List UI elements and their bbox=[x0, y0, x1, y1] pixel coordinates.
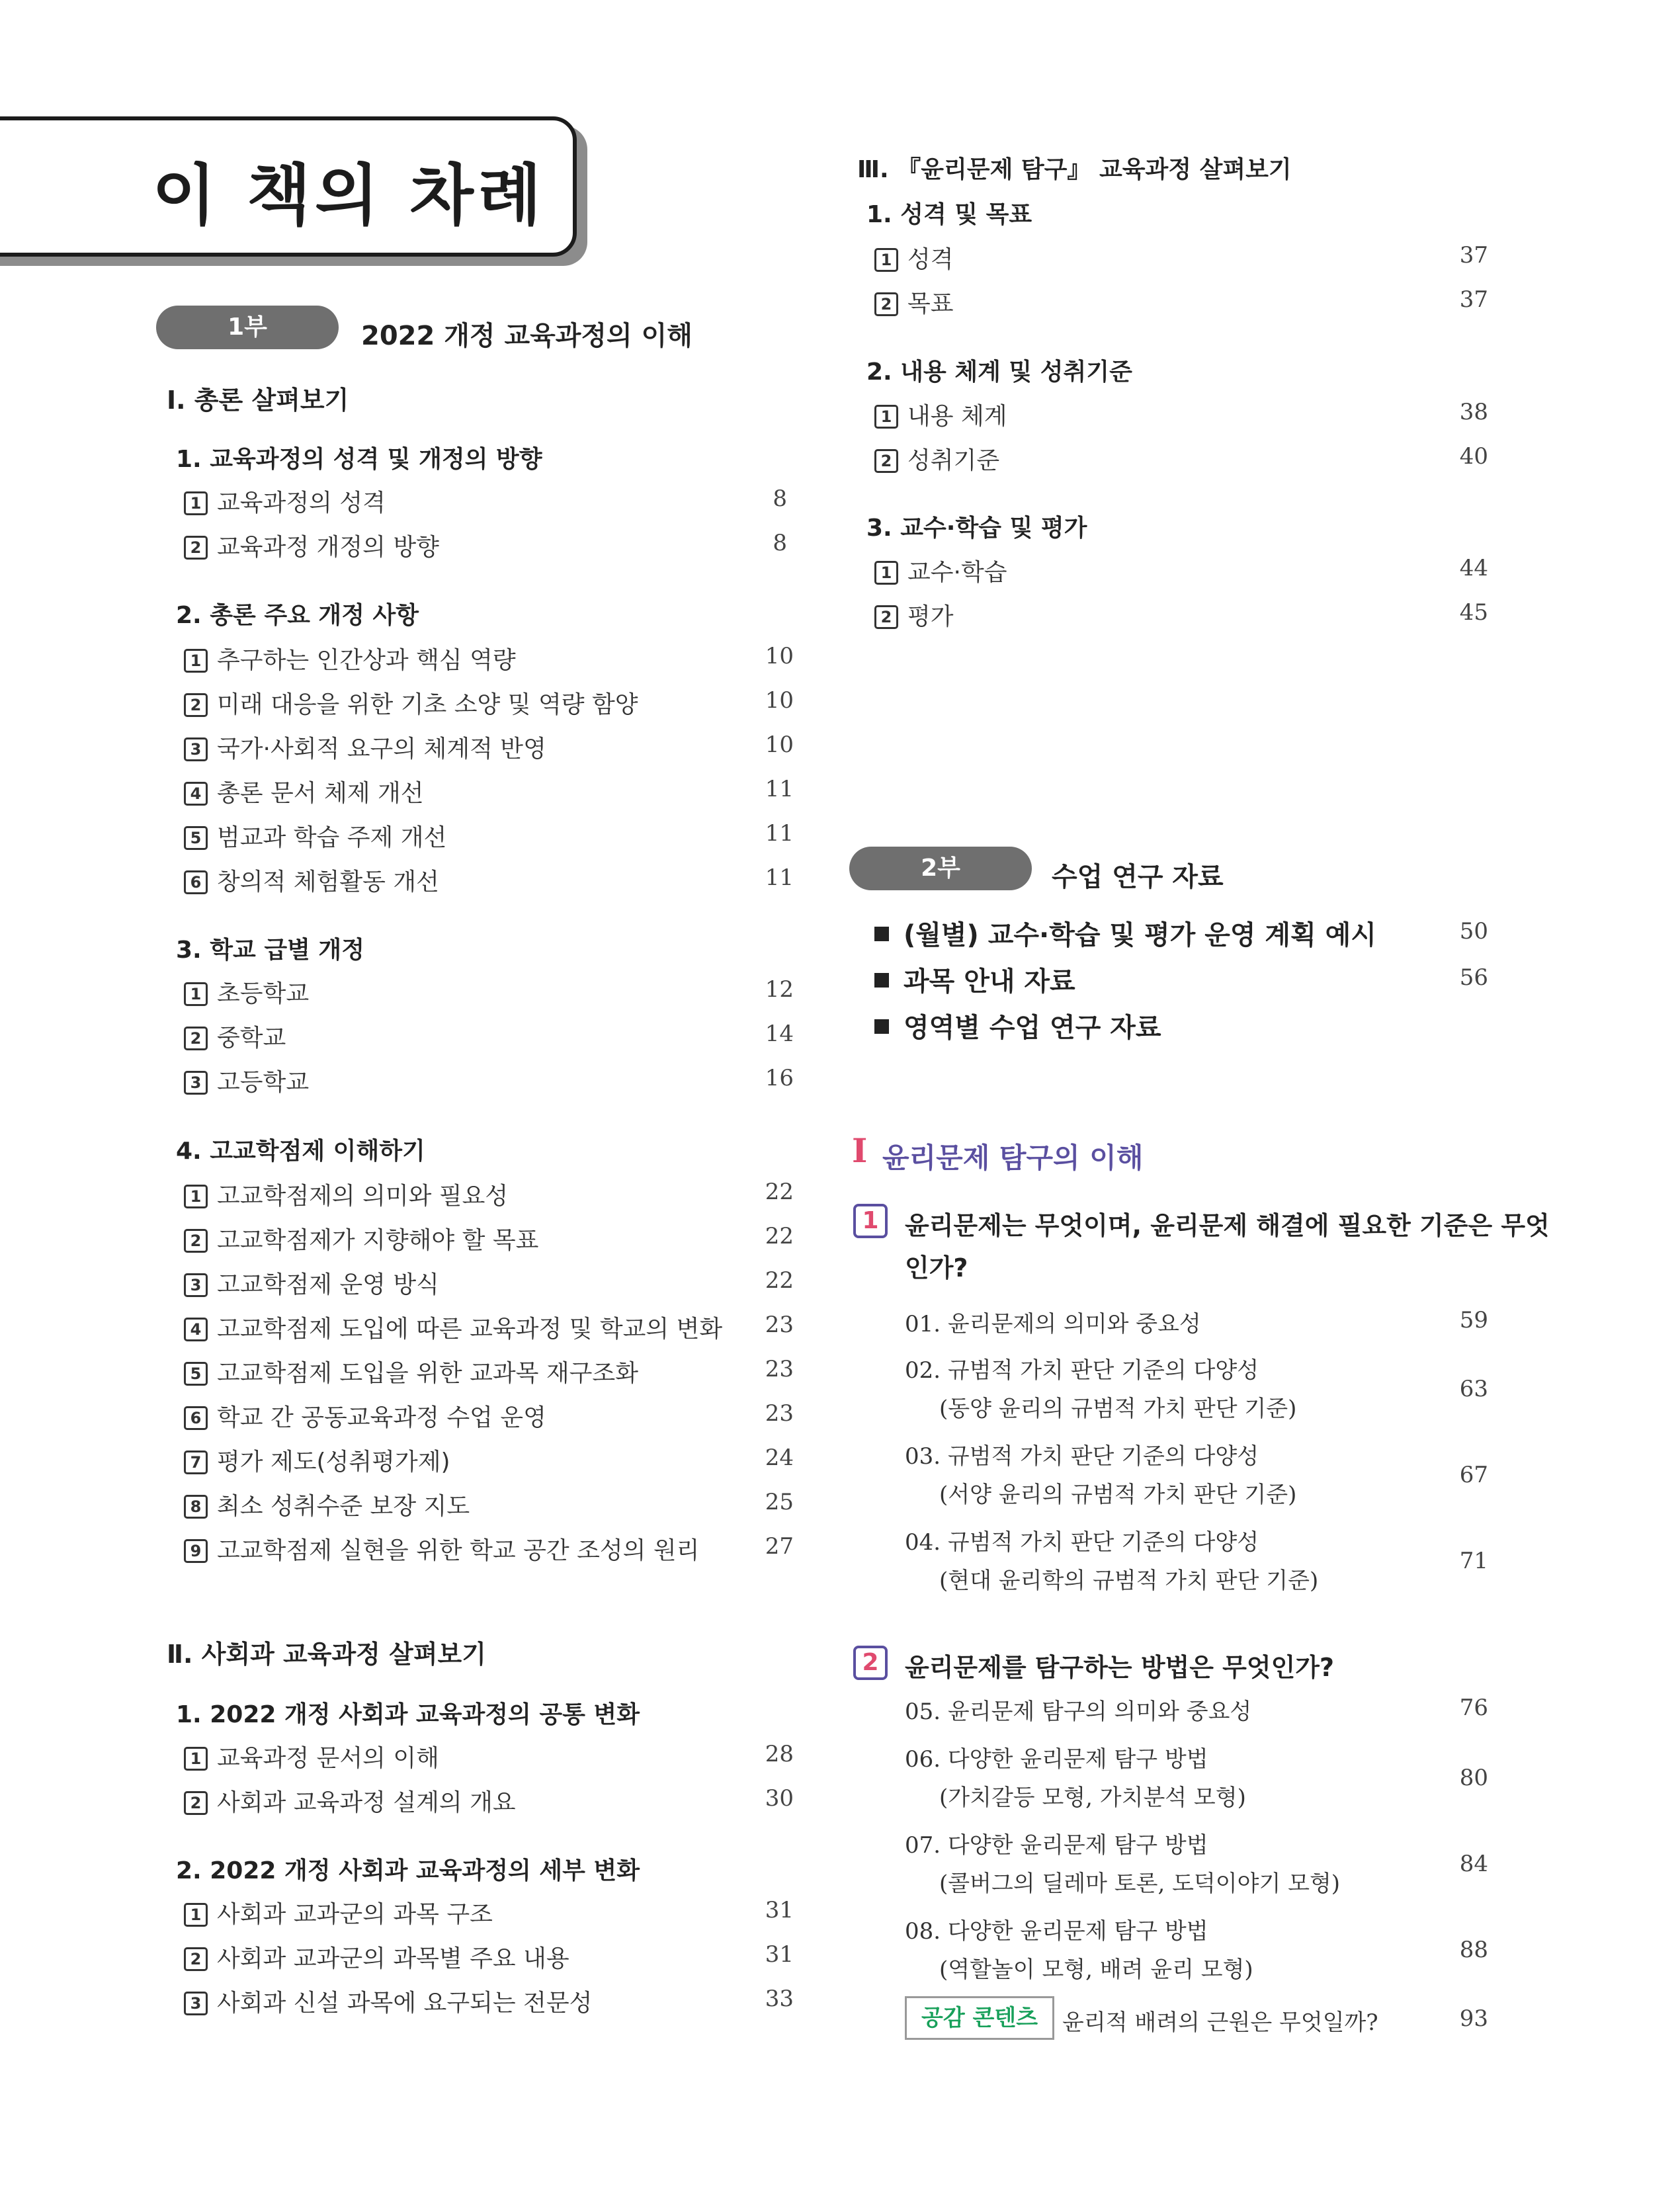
toc-item[interactable]: 2 중학교 bbox=[184, 1019, 286, 1053]
part2-title: 수업 연구 자료 bbox=[1052, 862, 1224, 892]
section3-title: Ⅲ. 『윤리문제 탐구』 교육과정 살펴보기 bbox=[857, 156, 1292, 183]
toc-item[interactable]: 2 미래 대응을 위한 기초 소양 및 역량 함양 bbox=[184, 686, 638, 720]
lesson-title[interactable]: 02. 규범적 가치 판단 기준의 다양성 bbox=[905, 1357, 1259, 1384]
question-number-badge: 2 bbox=[853, 1646, 888, 1680]
page-number: 93 bbox=[1459, 2005, 1488, 2032]
toc-item[interactable]: 6 창의적 체험활동 개선 bbox=[184, 863, 439, 897]
s2g2-title: 2. 2022 개정 사회과 교육과정의 세부 변화 bbox=[176, 1857, 640, 1884]
page-number: 25 bbox=[765, 1489, 794, 1515]
empathy-content-tag: 공감 콘텐츠 bbox=[905, 1996, 1054, 2040]
page-number: 10 bbox=[765, 732, 794, 758]
lesson-title[interactable]: 01. 윤리문제의 의미와 중요성 bbox=[905, 1311, 1201, 1337]
toc-item[interactable]: 4 총론 문서 체제 개선 bbox=[184, 775, 424, 808]
question-title-cont: 인가? bbox=[905, 1253, 968, 1283]
page-number: 11 bbox=[765, 776, 794, 802]
lesson-subtitle: (콜버그의 딜레마 토론, 도덕이야기 모형) bbox=[939, 1871, 1341, 1897]
s3g1-title: 1. 성격 및 목표 bbox=[866, 201, 1032, 228]
s3g2-title: 2. 내용 체계 및 성취기준 bbox=[866, 358, 1132, 386]
toc-item[interactable]: 1 교육과정의 성격 bbox=[184, 484, 386, 518]
toc-item[interactable]: 2 목표 bbox=[874, 285, 954, 319]
square-bullet-icon bbox=[874, 927, 889, 941]
toc-item[interactable]: 2 사회과 교육과정 설계의 개요 bbox=[184, 1784, 516, 1818]
s1g4-title: 4. 고교학점제 이해하기 bbox=[176, 1138, 425, 1165]
s1g2-title: 2. 총론 주요 개정 사항 bbox=[176, 602, 419, 629]
page-number: 28 bbox=[765, 1741, 794, 1767]
unit-title: 윤리문제 탐구의 이해 bbox=[882, 1142, 1144, 1174]
page-number: 10 bbox=[765, 687, 794, 714]
lesson-title[interactable]: 06. 다양한 윤리문제 탐구 방법 bbox=[905, 1746, 1208, 1773]
lesson-title[interactable]: 윤리적 배려의 근원은 무엇일까? bbox=[1062, 2009, 1378, 2036]
toc-item[interactable]: 2 성취기준 bbox=[874, 442, 999, 476]
lesson-title[interactable]: 04. 규범적 가치 판단 기준의 다양성 bbox=[905, 1529, 1259, 1556]
page-number: 11 bbox=[765, 820, 794, 847]
lesson-subtitle: (가치갈등 모형, 가치분석 모형) bbox=[939, 1785, 1246, 1811]
toc-item[interactable]: 3 국가·사회적 요구의 체계적 반영 bbox=[184, 730, 546, 764]
s2g1-title: 1. 2022 개정 사회과 교육과정의 공통 변화 bbox=[176, 1701, 640, 1728]
unit-roman: Ⅰ bbox=[852, 1131, 868, 1170]
page-number: 63 bbox=[1459, 1376, 1488, 1402]
lesson-subtitle: (현대 윤리학의 규범적 가치 판단 기준) bbox=[939, 1568, 1319, 1594]
page-number: 23 bbox=[765, 1312, 794, 1338]
toc-item[interactable]: 4 고교학점제 도입에 따른 교육과정 및 학교의 변화 bbox=[184, 1310, 722, 1344]
toc-item[interactable]: 6 학교 간 공동교육과정 수업 운영 bbox=[184, 1399, 546, 1433]
toc-item[interactable]: 2 고교학점제가 지향해야 할 목표 bbox=[184, 1222, 538, 1255]
lesson-title[interactable]: 08. 다양한 윤리문제 탐구 방법 bbox=[905, 1918, 1208, 1945]
page-number: 24 bbox=[765, 1445, 794, 1471]
section1-title: Ⅰ. 총론 살펴보기 bbox=[167, 386, 349, 415]
bullet-item[interactable]: 과목 안내 자료 bbox=[874, 960, 1075, 998]
question-title: 윤리문제를 탐구하는 방법은 무엇인가? bbox=[905, 1653, 1335, 1682]
toc-item[interactable]: 2 사회과 교과군의 과목별 주요 내용 bbox=[184, 1940, 569, 1974]
page-number: 50 bbox=[1459, 918, 1488, 945]
part1-badge: 1부 bbox=[156, 306, 339, 349]
lesson-subtitle: (서양 윤리의 규범적 가치 판단 기준) bbox=[939, 1482, 1297, 1508]
s1g1-title: 1. 교육과정의 성격 및 개정의 방향 bbox=[176, 446, 542, 473]
page-title: 이 책의 차례 bbox=[152, 157, 546, 234]
s1g3-title: 3. 학교 급별 개정 bbox=[176, 937, 364, 964]
toc-item[interactable]: 2 교육과정 개정의 방향 bbox=[184, 528, 439, 562]
lesson-title[interactable]: 05. 윤리문제 탐구의 의미와 중요성 bbox=[905, 1699, 1252, 1725]
lesson-subtitle: (역할놀이 모형, 배려 윤리 모형) bbox=[939, 1957, 1253, 1983]
toc-item[interactable]: 5 범교과 학습 주제 개선 bbox=[184, 819, 446, 853]
toc-item[interactable]: 2 평가 bbox=[874, 598, 954, 632]
s3g3-title: 3. 교수·학습 및 평가 bbox=[866, 515, 1087, 542]
toc-item[interactable]: 1 교수·학습 bbox=[874, 554, 1007, 587]
question-title: 윤리문제는 무엇이며, 윤리문제 해결에 필요한 기준은 무엇 bbox=[905, 1211, 1550, 1240]
page-number: 40 bbox=[1459, 443, 1488, 470]
lesson-subtitle: (동양 윤리의 규범적 가치 판단 기준) bbox=[939, 1396, 1297, 1422]
toc-item[interactable]: 3 고등학교 bbox=[184, 1064, 309, 1097]
page-number: 37 bbox=[1459, 286, 1488, 313]
page-number: 23 bbox=[765, 1400, 794, 1427]
page-number: 44 bbox=[1459, 555, 1488, 581]
page-number: 59 bbox=[1459, 1307, 1488, 1333]
toc-item[interactable]: 8 최소 성취수준 보장 지도 bbox=[184, 1488, 470, 1521]
lesson-title[interactable]: 07. 다양한 윤리문제 탐구 방법 bbox=[905, 1832, 1208, 1859]
page-number: 38 bbox=[1459, 399, 1488, 425]
page-number: 71 bbox=[1459, 1548, 1488, 1574]
toc-item[interactable]: 1 내용 체계 bbox=[874, 398, 1007, 431]
page-number: 80 bbox=[1459, 1765, 1488, 1791]
page-number: 37 bbox=[1459, 242, 1488, 269]
toc-item[interactable]: 3 고교학점제 운영 방식 bbox=[184, 1266, 439, 1300]
square-bullet-icon bbox=[874, 973, 889, 988]
page-number: 67 bbox=[1459, 1462, 1488, 1488]
page-number: 33 bbox=[765, 1986, 794, 2012]
page-number: 16 bbox=[765, 1065, 794, 1091]
toc-item[interactable]: 3 사회과 신설 과목에 요구되는 전문성 bbox=[184, 1984, 592, 2018]
section2-title: Ⅱ. 사회과 교육과정 살펴보기 bbox=[167, 1640, 486, 1669]
page-number: 45 bbox=[1459, 599, 1488, 626]
part1-title: 2022 개정 교육과정의 이해 bbox=[361, 321, 693, 351]
page-number: 31 bbox=[765, 1941, 794, 1968]
page-number: 10 bbox=[765, 643, 794, 669]
question-number-badge: 1 bbox=[853, 1204, 888, 1238]
square-bullet-icon bbox=[874, 1019, 889, 1034]
page-number: 14 bbox=[765, 1021, 794, 1047]
page-number: 8 bbox=[773, 485, 787, 512]
page-number: 22 bbox=[765, 1223, 794, 1249]
bullet-item[interactable]: 영역별 수업 연구 자료 bbox=[874, 1007, 1161, 1044]
page-number: 12 bbox=[765, 976, 794, 1003]
toc-item[interactable]: 1 사회과 교과군의 과목 구조 bbox=[184, 1896, 493, 1929]
toc-item[interactable]: 1 고교학점제의 의미와 필요성 bbox=[184, 1177, 508, 1211]
page-number: 31 bbox=[765, 1897, 794, 1923]
toc-item[interactable]: 7 평가 제도(성취평가제) bbox=[184, 1443, 450, 1477]
page-number: 27 bbox=[765, 1533, 794, 1560]
lesson-title[interactable]: 03. 규범적 가치 판단 기준의 다양성 bbox=[905, 1443, 1259, 1470]
page-number: 84 bbox=[1459, 1851, 1488, 1877]
toc-item[interactable]: 1 성격 bbox=[874, 241, 954, 274]
page-number: 88 bbox=[1459, 1937, 1488, 1963]
page-number: 8 bbox=[773, 530, 787, 556]
page-number: 76 bbox=[1459, 1695, 1488, 1721]
page-number: 56 bbox=[1459, 964, 1488, 991]
page-number: 22 bbox=[765, 1267, 794, 1294]
toc-item[interactable]: 9 고교학점제 실현을 위한 학교 공간 조성의 원리 bbox=[184, 1532, 699, 1566]
part2-badge: 2부 bbox=[849, 847, 1032, 890]
toc-item[interactable]: 1 교육과정 문서의 이해 bbox=[184, 1740, 439, 1773]
toc-item[interactable]: 5 고교학점제 도입을 위한 교과목 재구조화 bbox=[184, 1355, 638, 1388]
bullet-item[interactable]: (월별) 교수·학습 및 평가 운영 계획 예시 bbox=[874, 914, 1376, 952]
page-number: 23 bbox=[765, 1356, 794, 1382]
toc-item[interactable]: 1 초등학교 bbox=[184, 975, 309, 1009]
page-number: 22 bbox=[765, 1179, 794, 1205]
page-number: 11 bbox=[765, 864, 794, 891]
page-number: 30 bbox=[765, 1785, 794, 1812]
toc-item[interactable]: 1 추구하는 인간상과 핵심 역량 bbox=[184, 642, 516, 675]
